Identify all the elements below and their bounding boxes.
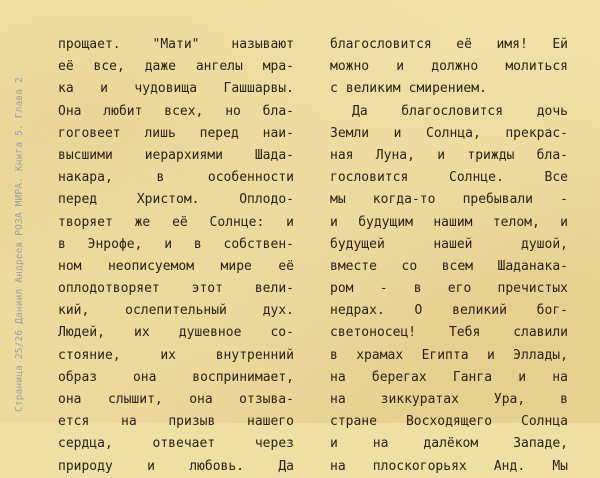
text-line: ная Луна, и трижды бла- [330, 147, 568, 163]
text-line: природу и любовь. Да [58, 458, 294, 474]
text-line: благословится её имя! Ей [330, 37, 568, 52]
text-line: кий, ослепительный дух. [58, 303, 294, 319]
right-text-column [330, 34, 568, 478]
text-line: и будущим нашим телом, и [330, 214, 568, 230]
text-line: Людей, их душевное со- [58, 325, 294, 341]
text-line: недрах. О великий бог- [330, 303, 568, 319]
page-header-sideways: Страница 25/26 Даниил Андреев РОЗА МИРА. Книга 5. Глава 2 [14, 77, 25, 412]
text-line: на плоскогорьях Анд. Мы [330, 458, 568, 474]
text-line: в храмах Египта и Эллады, [330, 347, 568, 363]
text-line: в Энрофе, и в собствен- [58, 236, 294, 252]
text-line: с великим смирением. [330, 81, 487, 97]
text-line: высшими иерархиями Шада- [58, 147, 294, 163]
text-line: Она любит всех, но бла- [58, 103, 294, 119]
text-line: прощает. "Мати" называют [58, 37, 294, 52]
text-line: мы когда-то пребывали - [330, 192, 568, 208]
text-line: стояние, их внутренний [58, 347, 294, 363]
text-line: ром - в его пречистых [330, 281, 568, 297]
left-text-column [58, 34, 294, 478]
text-line: творяет же её Солнце: и [58, 214, 294, 230]
text-line: гоговеет лишь перед наи- [58, 125, 294, 141]
text-line: можно и должно молиться [330, 59, 568, 75]
text-line: ется на призыв нашего [58, 414, 294, 430]
text-line: она слышит, она отзыва- [58, 392, 294, 407]
text-line: сердца, отвечает через [58, 436, 294, 452]
text-line: будущей нашей душой, [330, 236, 568, 252]
text-line: светоносец! Тебя славили [330, 325, 568, 341]
text-line: гословится Солнце. Все [330, 170, 568, 186]
text-line: перед Христом. Оплодо- [58, 192, 294, 208]
text-line: оплодотворяет этот вели- [58, 281, 294, 297]
text-line: вместе со всем Шаданака- [330, 258, 568, 274]
text-line: ном неописуемом мире её [58, 258, 294, 274]
text-line: накара, в особенности [58, 170, 294, 186]
text-line: Земли и Солнца, прекрас- [330, 125, 568, 141]
text-line: стране Восходящего Солнца [330, 414, 568, 430]
text-line: ка и чудовища Гашшарвы. [58, 81, 294, 97]
text-line: Да благословится дочь [352, 103, 568, 119]
text-line: на зиккуратах Ура, в [330, 392, 568, 407]
text-line: и на далёком Западе, [330, 436, 568, 452]
text-line: её все, даже ангелы мра- [58, 59, 294, 75]
text-line: на берегах Ганга и на [330, 369, 568, 385]
text-line: образ она воспринимает, [58, 369, 294, 385]
